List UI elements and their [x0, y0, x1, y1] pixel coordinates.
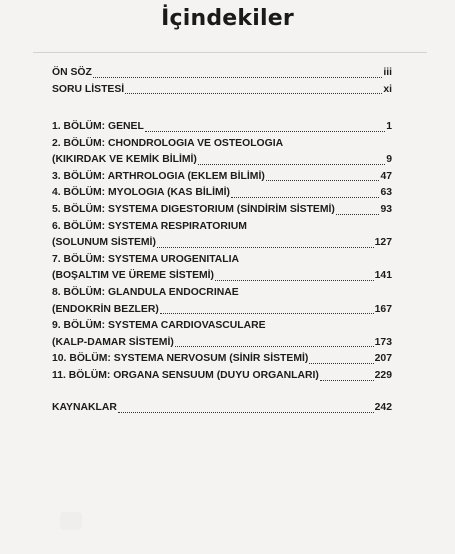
toc-entry-label: ÖN SÖZ	[52, 67, 92, 78]
toc-entry-label: 10. BÖLÜM: SYSTEMA NERVOSUM (SİNİR SİSTEMİ)	[52, 353, 309, 365]
toc-entry-chapter-8-sub[interactable]	[52, 302, 392, 319]
leader-dots	[157, 247, 374, 248]
toc-entry-chapter-7[interactable]	[52, 252, 392, 269]
leader-dots	[175, 346, 374, 347]
leader-dots	[320, 380, 374, 381]
toc-entry-page: 167	[374, 303, 392, 315]
title-divider	[33, 52, 427, 53]
toc-entry-chapter-11[interactable]	[52, 368, 392, 385]
toc-entry-chapter-9-sub[interactable]	[52, 335, 392, 352]
toc-entry-label: (KALP-DAMAR SİSTEMİ)	[52, 336, 174, 348]
toc-entry-page: xi	[383, 83, 392, 95]
toc-entry-label: 4. BÖLÜM: MYOLOGIA (KAS BİLİMİ)	[52, 187, 230, 199]
leader-dots	[125, 93, 382, 94]
leader-dots	[231, 197, 379, 198]
toc-entry-page: 127	[374, 237, 392, 249]
toc-chapters	[52, 119, 392, 385]
toc-entry-chapter-10[interactable]	[52, 351, 392, 368]
toc-entry-chapter-7-sub[interactable]	[52, 268, 392, 285]
leader-dots	[336, 214, 380, 215]
toc-entry-chapter-9[interactable]	[52, 318, 392, 335]
toc-back-matter	[52, 400, 392, 417]
toc-entry-chapter-2[interactable]	[52, 136, 392, 153]
toc-entry-page: 141	[374, 270, 392, 282]
leader-dots	[198, 164, 385, 165]
toc-entry-page: 47	[380, 170, 392, 182]
toc-entry-chapter-6-sub[interactable]	[52, 235, 392, 252]
toc-entry-page: 229	[374, 369, 392, 381]
page-title: İçindekiler	[161, 6, 294, 31]
toc-front-matter	[52, 65, 392, 98]
toc-entry-soru-listesi[interactable]	[52, 82, 392, 99]
toc-entry-label: 3. BÖLÜM: ARTHROLOGIA (EKLEM BİLİMİ)	[52, 170, 265, 182]
toc-entry-page: 173	[374, 336, 392, 348]
toc-entry-label: 6. BÖLÜM: SYSTEMA RESPIRATORIUM	[52, 220, 247, 232]
toc-entry-label: (BOŞALTIM VE ÜREME SİSTEMİ)	[52, 270, 215, 282]
toc-entry-label: (ENDOKRİN BEZLER)	[52, 303, 159, 315]
toc-entry-chapter-6[interactable]	[52, 219, 392, 236]
toc-entry-label: (SOLUNUM SİSTEMİ)	[52, 237, 156, 249]
toc-entry-label: 11. BÖLÜM: ORGANA SENSUUM (DUYU ORGANLARI)	[52, 369, 319, 381]
toc-entry-label: 7. BÖLÜM: SYSTEMA UROGENITALIA	[52, 253, 240, 265]
toc-entry-label: 1. BÖLÜM: GENEL	[52, 121, 144, 132]
leader-dots	[266, 180, 380, 181]
toc-entry-chapter-8[interactable]	[52, 285, 392, 302]
leader-dots	[309, 363, 373, 364]
leader-dots	[93, 77, 382, 78]
toc-entry-page: 207	[374, 353, 392, 365]
toc-entry-kaynaklar[interactable]	[52, 400, 392, 417]
toc-entry-label: (KIKIRDAK VE KEMİK BİLİMİ)	[52, 154, 197, 166]
leader-dots	[118, 412, 374, 413]
toc-entry-label: 9. BÖLÜM: SYSTEMA CARDIOVASCULARE	[52, 320, 266, 332]
toc-entry-chapter-5[interactable]	[52, 202, 392, 219]
toc-entry-page: 242	[374, 402, 392, 413]
toc-entry-page: 1	[386, 121, 392, 132]
toc-entry-label: 5. BÖLÜM: SYSTEMA DIGESTORIUM (SİNDİRİM SİSTEMİ)	[52, 203, 335, 215]
leader-dots	[160, 313, 374, 314]
toc-entry-chapter-1[interactable]	[52, 119, 392, 136]
leader-dots	[215, 280, 374, 281]
toc-entry-page: 93	[380, 203, 392, 215]
toc-entry-chapter-2-sub[interactable]	[52, 152, 392, 169]
toc-entry-label: 8. BÖLÜM: GLANDULA ENDOCRINAE	[52, 286, 239, 298]
faint-page-mark	[60, 512, 82, 530]
leader-dots	[145, 131, 385, 132]
toc-entry-page: 63	[380, 187, 392, 199]
toc-entry-chapter-4[interactable]	[52, 185, 392, 202]
toc-entry-label: SORU LİSTESİ	[52, 83, 125, 95]
toc-entry-page: 9	[386, 154, 392, 166]
toc-entry-page: iii	[383, 67, 392, 78]
toc-entry-label: KAYNAKLAR	[52, 402, 117, 413]
toc-entry-chapter-3[interactable]	[52, 169, 392, 186]
toc-entry-label: 2. BÖLÜM: CHONDROLOGIA VE OSTEOLOGIA	[52, 137, 284, 149]
toc-entry-on-soz[interactable]	[52, 65, 392, 82]
